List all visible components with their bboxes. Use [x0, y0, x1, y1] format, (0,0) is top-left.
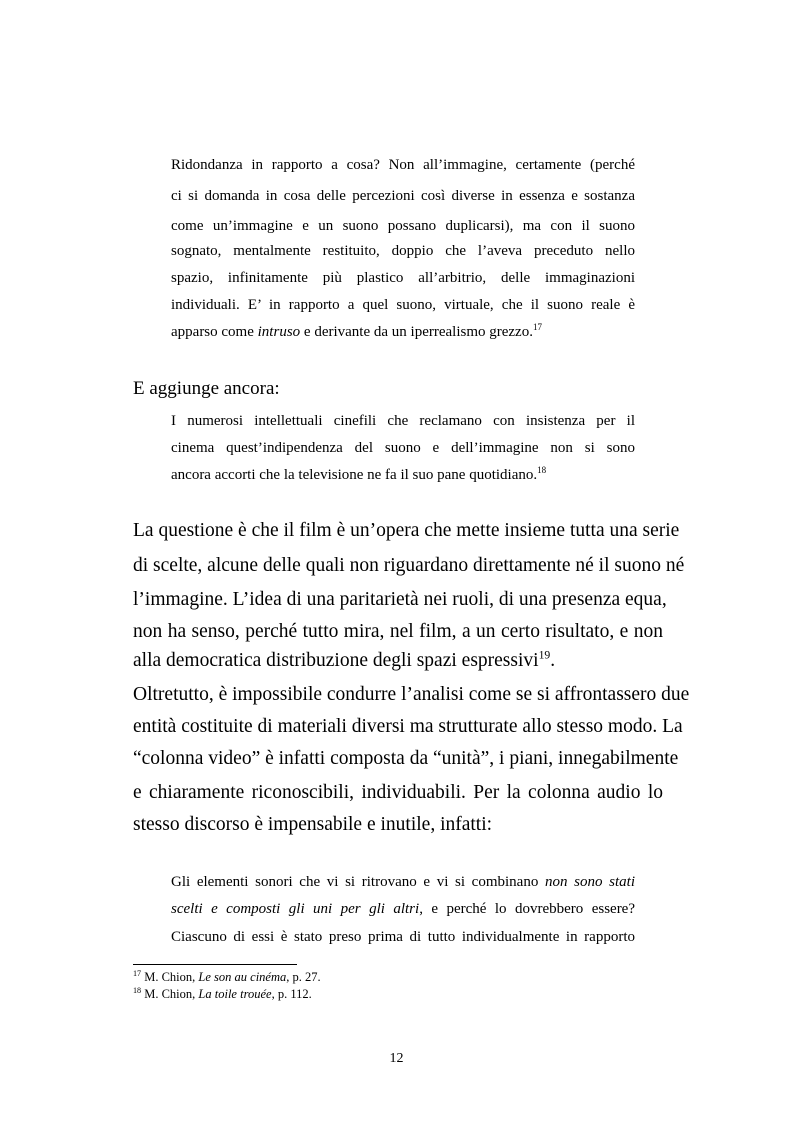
quote2-line-2: cinema quest’indipendenza del suono e dell’immagine non si sono	[171, 440, 635, 456]
quote1-line-6: individuali. E’ in rapporto a quel suono, virtuale, che il suono reale è	[171, 297, 635, 313]
footnote-separator	[133, 964, 297, 965]
quote2-line-3: ancora accorti che la televisione ne fa il suo pane quotidiano.$^{18}$	[171, 465, 547, 483]
quote1-line-4: sognato, mentalmente restituito, doppio che l’aveva preceduto nello	[171, 243, 635, 259]
quote1-line-2: ci si domanda in cosa delle percezioni così diverse in essenza e sostanza	[171, 188, 635, 204]
para-line-9: e chiaramente riconoscibili, individuabili. Per la colonna audio lo	[133, 782, 663, 803]
page-number: 12	[389, 1051, 404, 1066]
footnote-ref-17: 17	[532, 322, 542, 332]
para-line-5: alla democratica distribuzione degli spazi espressivi$^{19}$.	[133, 648, 556, 671]
intro-line: E aggiunge ancora:	[133, 378, 280, 399]
footnote-17: $^{17}$ M. Chion, Le son au cinéma, p. 27.	[133, 968, 321, 984]
footnote-ref-19: 19	[538, 648, 551, 662]
footnote-18: $^{18}$ M. Chion, La toile trouée, p. 112.	[133, 985, 312, 1001]
para-line-8: “colonna video” è infatti composta da “unità”, i piani, innegabilmente	[133, 748, 679, 769]
para-line-2: di scelte, alcune delle quali non riguardano direttamente né il suono né	[133, 555, 685, 576]
footnote-ref-18: 18	[537, 465, 547, 475]
quote3-line-3: Ciascuno di essi è stato preso prima di tutto individualmente in rapporto	[171, 929, 635, 945]
para-line-7: entità costituite di materiali diversi ma strutturate allo stesso modo. La	[133, 716, 683, 737]
quote1-line-3: come un’immagine e un suono possano duplicarsi), ma con il suono	[171, 218, 635, 234]
para-line-1: La questione è che il film è un’opera che mette insieme tutta una serie	[133, 520, 680, 541]
quote2-line-1: I numerosi intellettuali cinefili che reclamano con insistenza per il	[171, 413, 635, 429]
para-line-4: non ha senso, perché tutto mira, nel film, a un certo risultato, e non	[133, 621, 663, 642]
quote3-line-1: Gli elementi sonori che vi si ritrovano e vi si combinano non sono stati	[171, 874, 635, 890]
quote1-line-1: Ridondanza in rapporto a cosa? Non all’immagine, certamente (perché	[171, 157, 635, 173]
quote1-line-5: spazio, infinitamente più plastico all’arbitrio, delle immaginazioni	[171, 270, 635, 286]
quote1-line-7: apparso come intruso e derivante da un iperrealismo grezzo.$^{17}$	[171, 322, 542, 340]
para-line-3: l’immagine. L’idea di una paritarietà nei ruoli, di una presenza equa,	[133, 589, 667, 610]
quote3-line-2: scelti e composti gli uni per gli altri, e perché lo dovrebbero essere?	[171, 901, 635, 917]
para-line-6: Oltretutto, è impossibile condurre l’analisi come se si affrontassero due	[133, 684, 690, 705]
para-line-10: stesso discorso è impensabile e inutile, infatti:	[133, 814, 493, 835]
